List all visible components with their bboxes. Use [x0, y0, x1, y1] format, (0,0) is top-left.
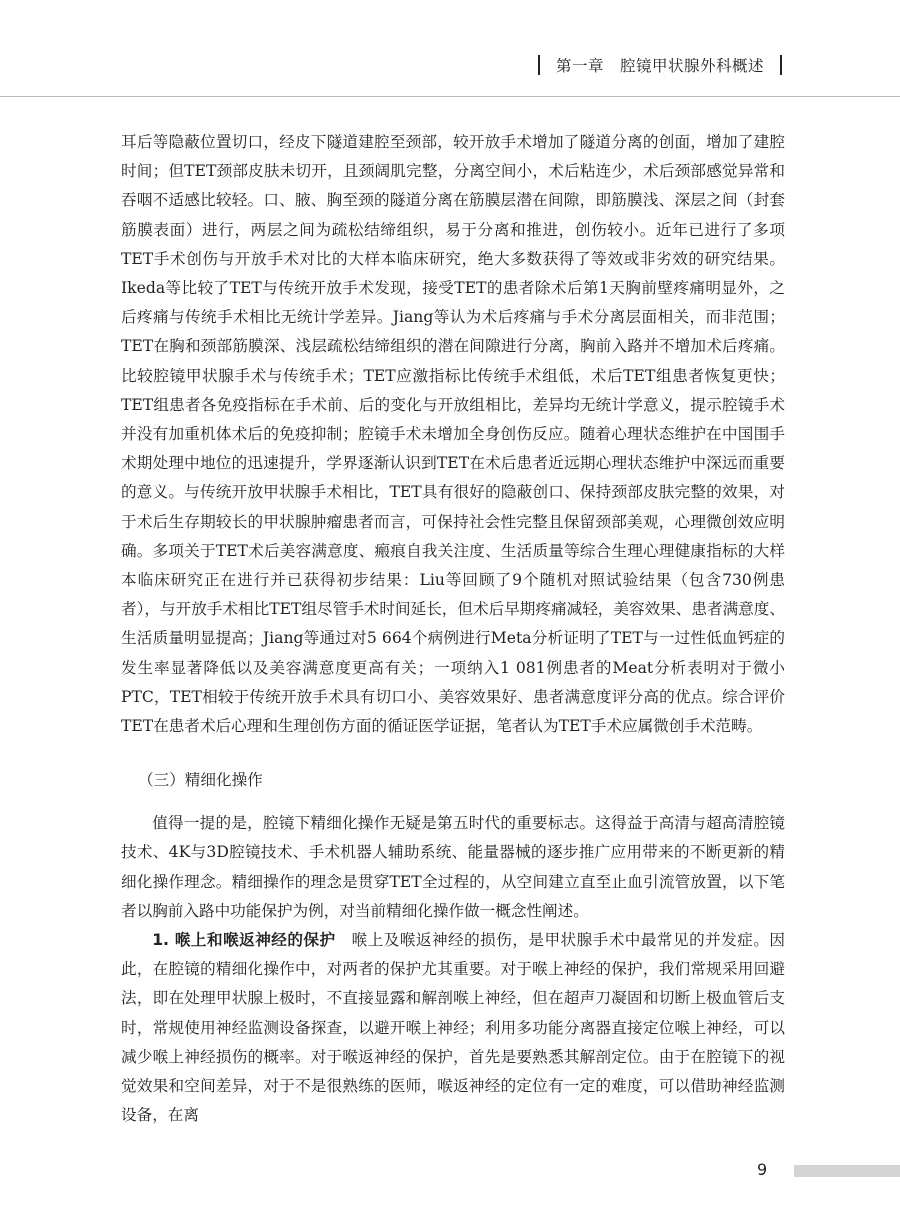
paragraph-fine-operation: 值得一提的是，腔镜下精细化操作无疑是第五时代的重要标志。这得益于高清与超高清腔镜技术、4K与3D腔镜技术、手术机器人辅助系统、能量器械的逐步推广应用带来的不断更新的精细化操作理念。精细操作的理念是贯穿TET全过程的，从空间建立直至止血引流管放置，以下笔者以胸前入路中功能保护为例，对当前精细化操作做一概念性阐述。: [121, 814, 785, 920]
header-divider: [0, 96, 900, 97]
chapter-label: 第一章: [555, 57, 604, 75]
paragraph-tet-trauma: 耳后等隐蔽位置切口，经皮下隧道建腔至颈部，较开放手术增加了隧道分离的创面，增加了建腔时间；但TET颈部皮肤未切开，且颈阔肌完整，分离空间小，术后粘连少，术后颈部感觉异常和吞咽不适感比较轻。口、腋、胸至颈的隧道分离在筋膜层潜在间隙，即筋膜浅、深层之间（封套筋膜表面）进行，两层之间为疏松结缔组织，易于分离和推进，创伤较小。近年已进行了多项TET手术创伤与开放手术对比的大样本临床研究，绝大多数获得了等效或非劣效的研究结果。Ikeda等比较了TET与传统开放手术发现，接受TET的患者除术后第1天胸前壁疼痛明显外，之后疼痛与传统手术相比无统计学差异。Jiang等认为术后疼痛与手术分离层面相关，而非范围；TET在胸和颈部筋膜深、浅层疏松结缔组织的潜在间隙进行分离，胸前入路并不增加术后疼痛。比较腔镜甲状腺手术与传统手术；TET应激指标比传统手术组低，术后TET组患者恢复更快；TET组患者各免疫指标在手术前、后的变化与开放组相比，差异均无统计学意义，提示腔镜手术并没有加重机体术后的免疫抑制；腔镜手术未增加全身创伤反应。随着心理状态维护在中国围手术期处理中地位的迅速提升，学界逐渐认识到TET在术后患者近远期心理状态维护中深远而重要的意义。与传统开放甲状腺手术相比，TET具有很好的隐蔽创口、保持颈部皮肤完整的效果，对于术后生存期较长的甲状腺肿瘤患者而言，可保持社会性完整且保留颈部美观，心理微创效应明确。多项关于TET术后美容满意度、瘢痕自我关注度、生活质量等综合生理心理健康指标的大样本临床研究正在进行并已获得初步结果：Liu等回顾了9个随机对照试验结果（包含730例患者），与开放手术相比TET组尽管手术时间延长，但术后早期疼痛减轻，美容效果、患者满意度、生活质量明显提高；Jiang等通过对5 664个病例进行Meta分析证明了TET与一过性低血钙症的发生率显著降低以及美容满意度更高有关；一项纳入1 081例患者的Meat分析表明对于微小PTC，TET相较于传统开放手术具有切口小、美容效果好、患者满意度评分高的优点。综合评价TET在患者术后心理和生理创伤方面的循证医学证据，笔者认为TET手术应属微创手术范畴。: [121, 133, 785, 736]
subsection-lead: 1. 喉上和喉返神经的保护: [152, 931, 336, 950]
page-body: [121, 128, 785, 1131]
page-edge-tab: [794, 1165, 900, 1177]
running-header: [538, 54, 782, 76]
section-title: （三）精细化操作: [138, 771, 263, 790]
header-right-bar: [780, 55, 782, 75]
header-left-bar: [538, 55, 540, 75]
paragraph-nerve-protection: [121, 926, 785, 1130]
subsection-body: 喉上及喉返神经的损伤，是甲状腺手术中最常见的并发症。因此，在腔镜的精细化操作中，对两者的保护尤其重要。对于喉上神经的保护，我们常规采用回避法，即在处理甲状腺上极时，不直接显露和解剖喉上神经，但在超声刀凝固和切断上极血管后支时，常规使用神经监测设备探查，以避开喉上神经；利用多功能分离器直接定位喉上神经，可以减少喉上神经损伤的概率。对于喉返神经的保护，首先是要熟悉其解剖定位。由于在腔镜下的视觉效果和空间差异，对于不是很熟练的医师，喉返神经的定位有一定的难度，可以借助神经监测设备，在离: [121, 931, 785, 1125]
chapter-title: 腔镜甲状腺外科概述: [619, 57, 764, 75]
page-number: 9: [757, 1160, 768, 1179]
